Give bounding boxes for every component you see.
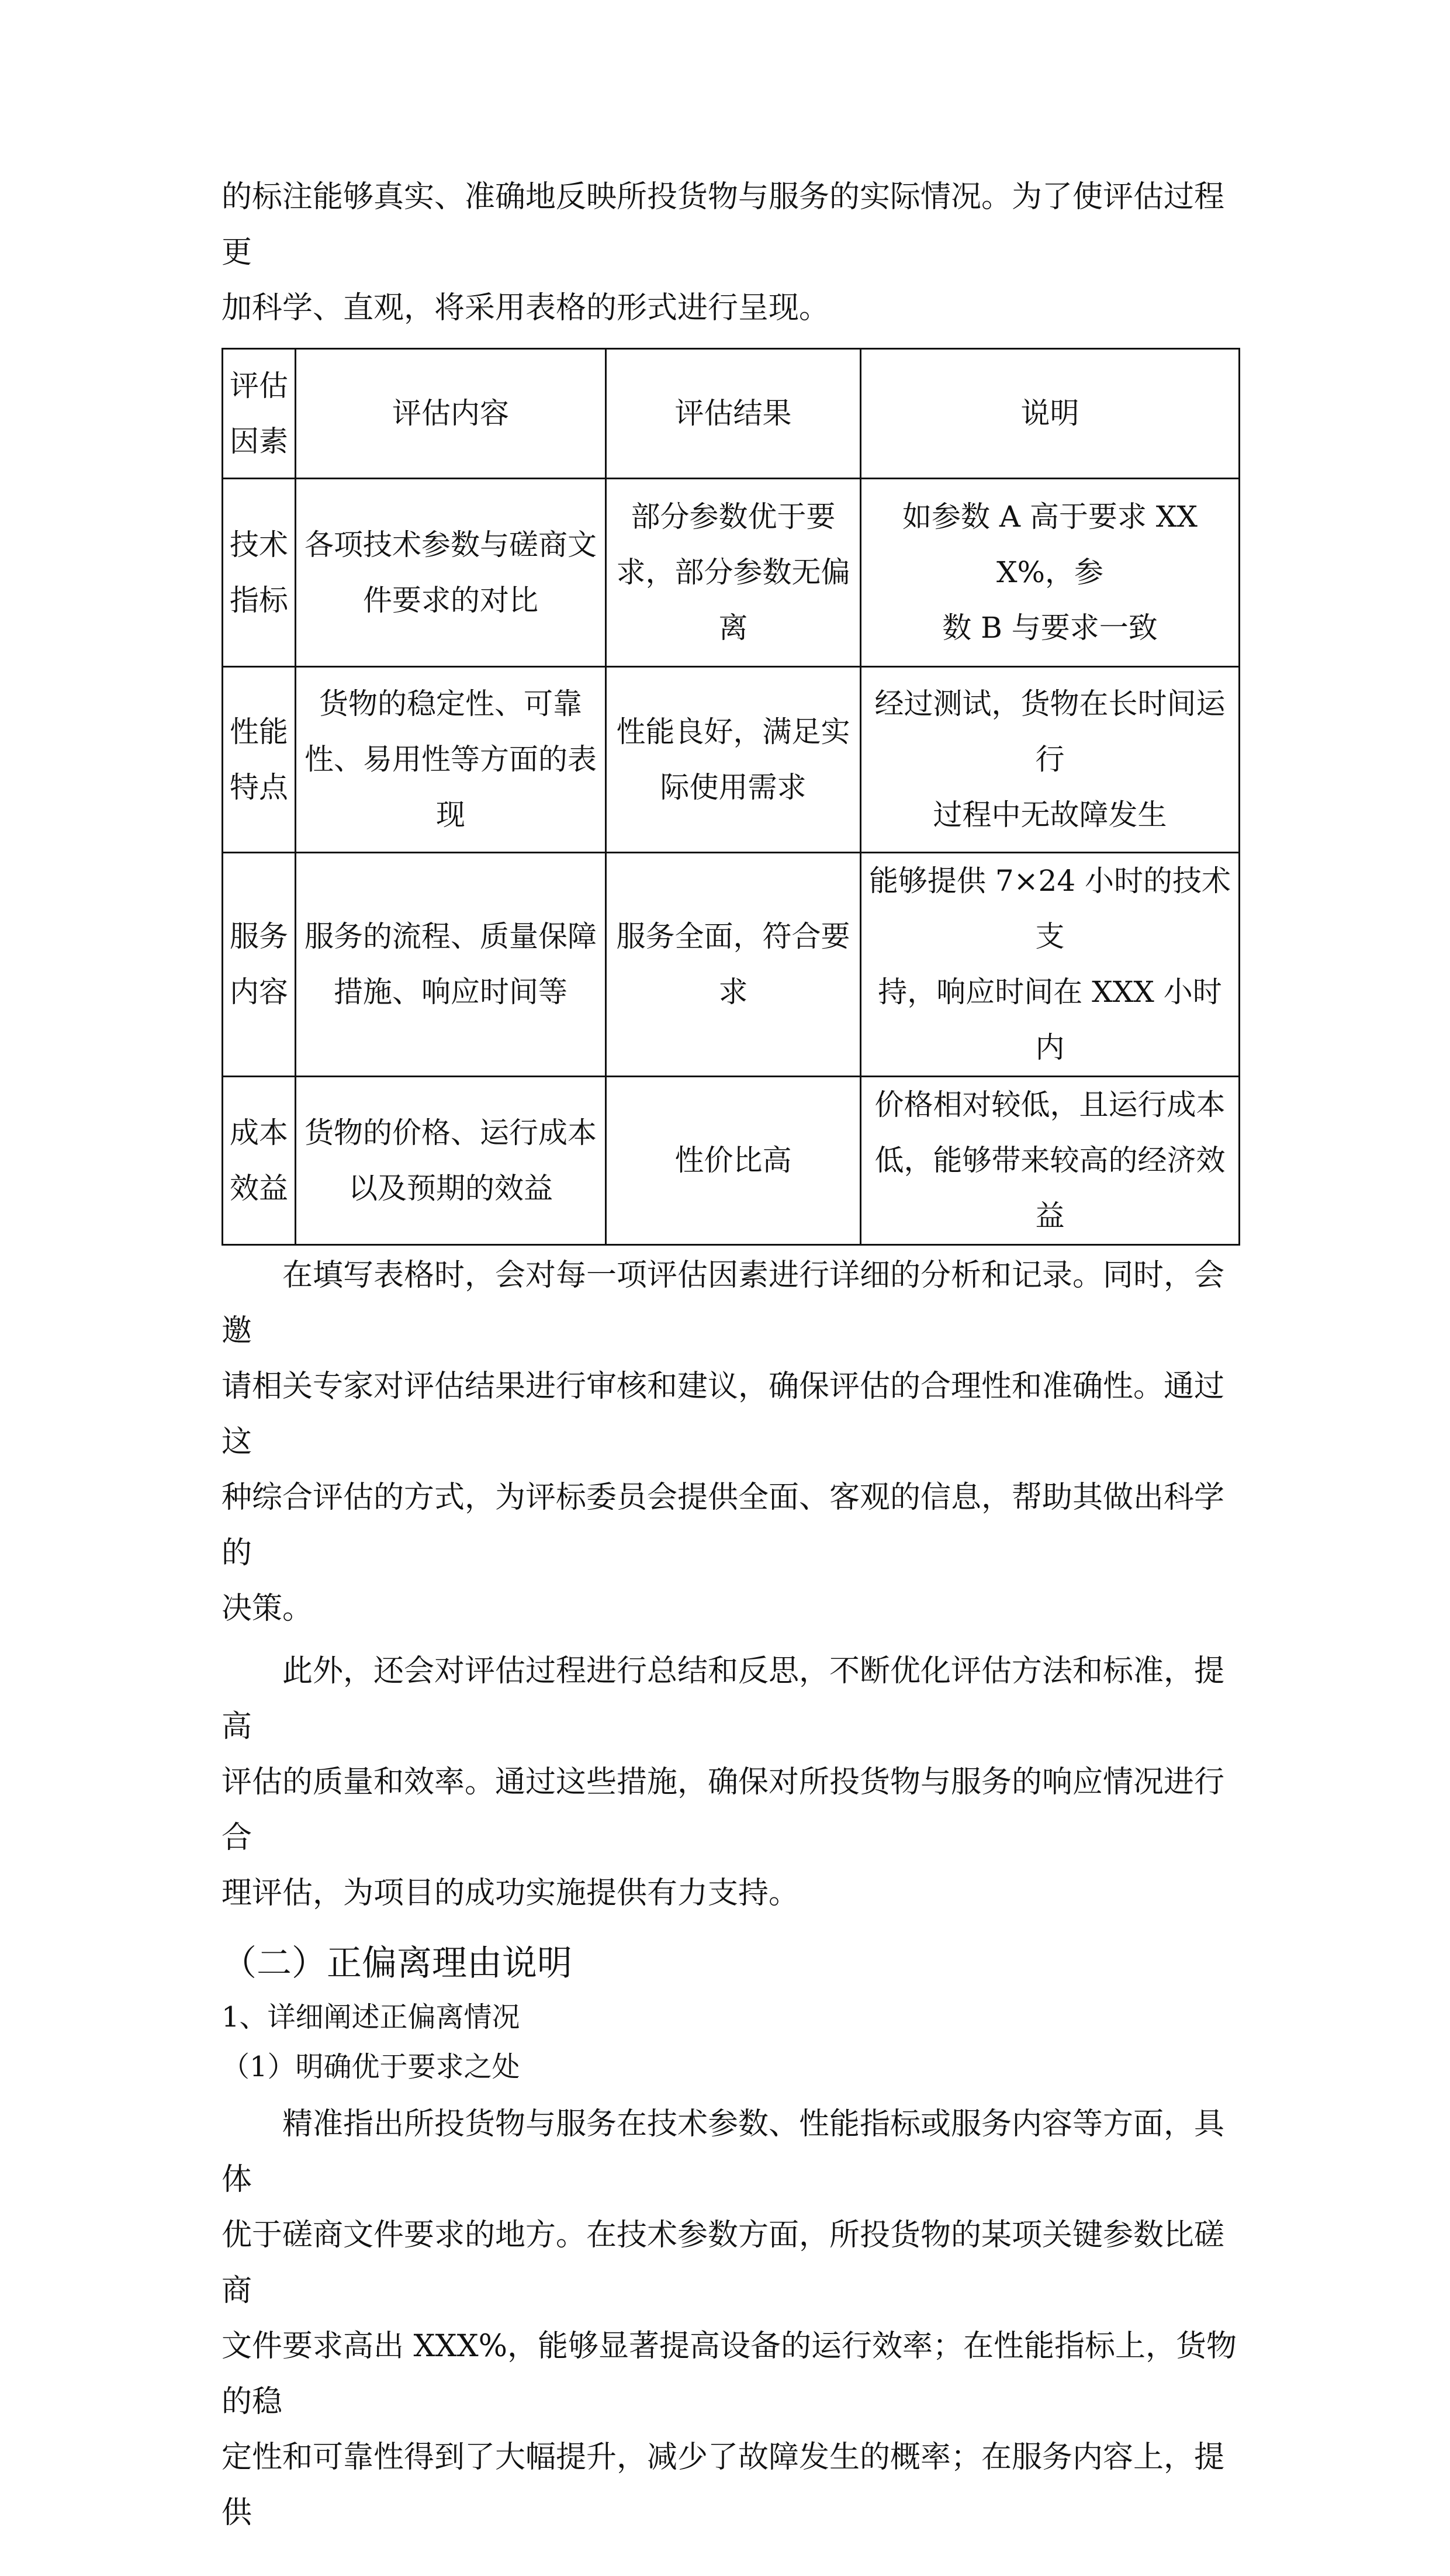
table-cell: 服务全面，符合要 求 (606, 853, 861, 1077)
paragraph-advantages: 精准指出所投货物与服务在技术参数、性能指标或服务内容等方面，具体 优于磋商文件要求的地方。在技术参数方面，所投货物的某项关键参数比磋商 文件要求高出 XXX%，能够显著提高设备的运行效率；在性能指标上，货物的稳 定性和可靠性得到了大幅提升，减少了故障发生的概率；在服务内容上，提供 (222, 2107, 1237, 2530)
table-cell: 货物的稳定性、可靠 性、易用性等方面的表 现 (296, 667, 606, 853)
table-cell: 经过测试，货物在长时间运行 过程中无故障发生 (861, 667, 1240, 853)
header-cell: 评估内容 (296, 349, 606, 479)
table-cell: 服务 内容 (223, 853, 296, 1077)
paragraph-fill-table: 在填写表格时，会对每一项评估因素进行详细的分析和记录。同时，会邀 请相关专家对评估结果进行审核和建议，确保评估的合理性和准确性。通过这 种综合评估的方式，为评标委员会提供全面、客观的信息，帮助其做出科学的 决策。 (222, 1258, 1225, 1626)
subsection-heading: 1、详细阐述正偏离情况 (222, 2001, 520, 2034)
table-cell: 服务的流程、质量保障 措施、响应时间等 (296, 853, 606, 1077)
document-page (222, 0, 1240, 2576)
intro-paragraph: 的标注能够真实、准确地反映所投货物与服务的实际情况。为了使评估过程更 加科学、直观，将采用表格的形式进行呈现。 (222, 179, 1225, 326)
table-row (223, 1077, 1240, 1245)
table-row (223, 853, 1240, 1077)
table-cell: 性能良好，满足实 际使用需求 (606, 667, 861, 853)
evaluation-table (222, 348, 1240, 1246)
table-cell: 性能 特点 (223, 667, 296, 853)
paragraph-summary: 此外，还会对评估过程进行总结和反思，不断优化评估方法和标准，提高 评估的质量和效率。通过这些措施，确保对所投货物与服务的响应情况进行合 理评估，为项目的成功实施提供有力支持。 (222, 1654, 1225, 1911)
table-cell: 能够提供 7×24 小时的技术支 持，响应时间在 XXX 小时内 (861, 853, 1240, 1077)
table-cell: 各项技术参数与磋商文 件要求的对比 (296, 479, 606, 667)
table-cell: 价格相对较低，且运行成本 低，能够带来较高的经济效益 (861, 1077, 1240, 1245)
table-cell: 成本 效益 (223, 1077, 296, 1245)
header-cell: 评估 因素 (223, 349, 296, 479)
header-cell: 说明 (861, 349, 1240, 479)
subsubsection-heading: （1）明确优于要求之处 (222, 2051, 520, 2083)
table-cell: 性价比高 (606, 1077, 861, 1245)
section-heading: （二）正偏离理由说明 (222, 1943, 572, 1984)
table-row (223, 479, 1240, 667)
table-cell: 货物的价格、运行成本 以及预期的效益 (296, 1077, 606, 1245)
table-cell: 部分参数优于要 求，部分参数无偏 离 (606, 479, 861, 667)
header-cell: 评估结果 (606, 349, 861, 479)
table-row (223, 667, 1240, 853)
table-cell: 技术 指标 (223, 479, 296, 667)
table-header-row (223, 349, 1240, 479)
table-cell: 如参数 A 高于要求 XXX%，参 数 B 与要求一致 (861, 479, 1240, 667)
